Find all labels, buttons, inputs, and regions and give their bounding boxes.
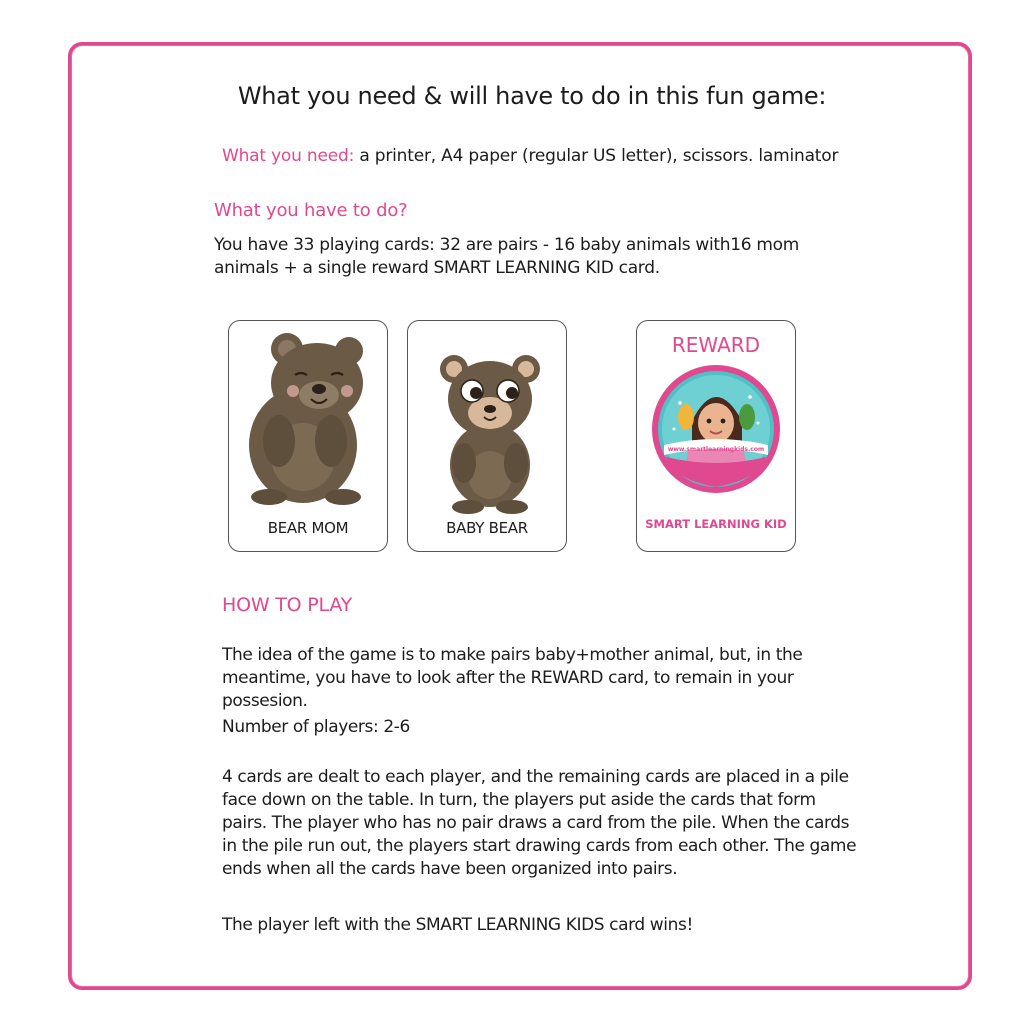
logo-url-text: www.smartlearningkids.com bbox=[667, 446, 765, 453]
what-you-need-label: What you need: bbox=[222, 146, 355, 166]
page-title: What you need & will have to do in this fun game: bbox=[237, 82, 827, 110]
card-reward bbox=[636, 320, 796, 552]
how-to-play-heading: HOW TO PLAY bbox=[222, 594, 353, 616]
rules-paragraph-2: Number of players: 2-6 bbox=[222, 717, 410, 737]
card-bear-mom bbox=[228, 320, 388, 552]
rules-paragraph-3: 4 cards are dealt to each player, and the remaining cards are placed in a pile face down on the table. In turn, the players put aside the cards that form pairs. The player who has no pair draws a card from the pile. When the cards in the pile run out, the players start drawing cards from each other. The game ends when all the cards have been organized into pairs. bbox=[222, 767, 857, 879]
card-label-baby-bear: BABY BEAR bbox=[446, 519, 528, 537]
reward-title: REWARD bbox=[671, 333, 761, 357]
what-you-need-text: a printer, A4 paper (regular US letter), scissors. laminator bbox=[354, 146, 839, 166]
baby-bear-illustration bbox=[418, 347, 558, 517]
smart-learning-kids-logo bbox=[650, 363, 782, 495]
card-baby-bear bbox=[407, 320, 567, 552]
what-you-need-line bbox=[222, 146, 838, 166]
bear-mom-illustration bbox=[239, 329, 379, 509]
what-to-do-text: You have 33 playing cards: 32 are pairs - 16 baby animals with16 mom animals + a single reward SMART LEARNING KID card. bbox=[214, 235, 800, 278]
rules-paragraph-1: The idea of the game is to make pairs baby+mother animal, but, in the meantime, you have to look after the REWARD card, to remain in your possesion. bbox=[222, 645, 803, 711]
rules-paragraph-4: The player left with the SMART LEARNING KIDS card wins! bbox=[222, 915, 693, 935]
reward-footer: SMART LEARNING KID bbox=[645, 517, 787, 531]
what-to-do-heading: What you have to do? bbox=[214, 200, 408, 221]
card-label-bear-mom: BEAR MOM bbox=[267, 519, 349, 537]
